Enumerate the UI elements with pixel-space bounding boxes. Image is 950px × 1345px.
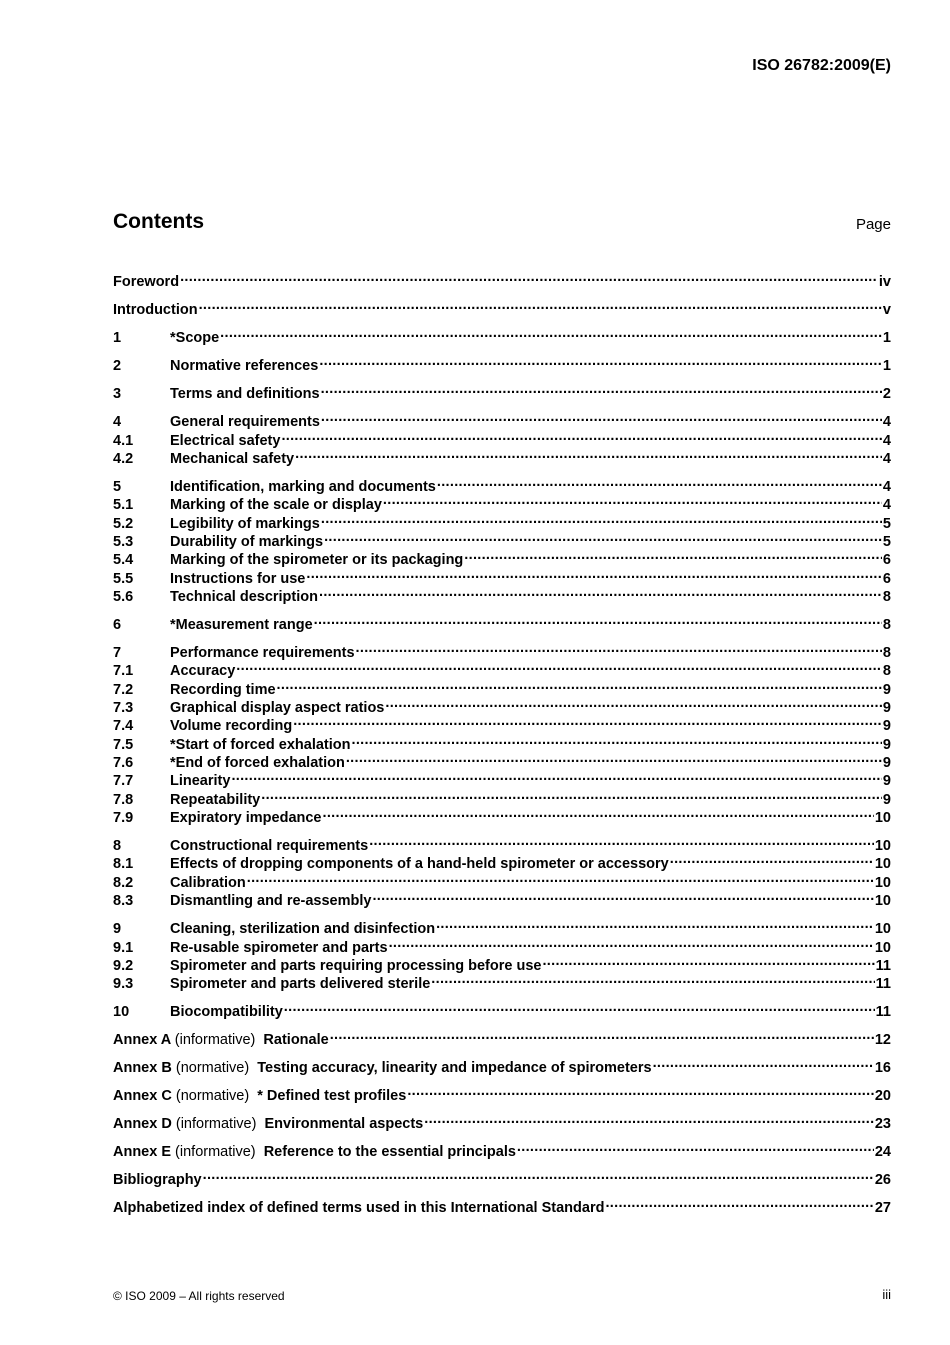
toc-entry[interactable] [113,546,891,568]
toc-entry-title: Calibration [170,875,246,891]
toc-entry-page: iv [878,274,891,290]
toc-entry-page: 10 [874,810,891,826]
toc-entry-page: 24 [874,1144,891,1160]
toc-entry-title: Marking of the scale or display [170,497,382,513]
toc-entry-number: 7.7 [113,773,134,789]
toc-entry[interactable] [113,712,891,734]
toc-entry-title: Re-usable spirometer and parts [170,940,388,956]
page-number: iii [882,1287,891,1302]
toc-entry-number: 5.6 [113,589,134,605]
toc-entry-number: 7.3 [113,700,134,716]
toc-entry-title: Dismantling and re-assembly [170,893,372,909]
dot-leader [431,970,874,988]
dot-leader [464,546,882,564]
dot-leader [321,510,882,528]
toc-entry[interactable] [113,1166,891,1188]
toc-entry[interactable] [113,767,891,789]
toc-entry-page: 9 [882,737,891,753]
dot-leader [321,380,882,398]
copyright-notice: © ISO 2009 – All rights reserved [113,1289,285,1303]
toc-entry-page: 9 [882,682,891,698]
dot-leader [383,491,882,509]
toc-entry-title: *End of forced exhalation [170,755,345,771]
toc-entry-page: 9 [882,773,891,789]
dot-leader [220,324,882,342]
toc-entry[interactable] [113,1110,891,1132]
toc-entry-title: Marking of the spirometer or its packaging [170,552,464,568]
toc-entry-title: Normative references [170,358,319,374]
dot-leader [295,445,882,463]
toc-entry-number: 7 [113,645,122,661]
annex-title: Reference to the essential principals [263,1144,516,1160]
page-column-label: Page [855,216,891,233]
dot-leader [437,473,882,491]
toc-entry[interactable] [113,296,891,318]
dot-leader [351,731,881,749]
dot-leader [542,952,874,970]
toc-entry-number: 7.8 [113,792,134,808]
toc-entry-number: 1 [113,330,122,346]
toc-entry-page: 10 [874,838,891,854]
toc-entry-title: Cleaning, sterilization and disinfection [170,921,436,937]
toc-entry-title [113,1115,423,1133]
toc-entry-title: Spirometer and parts requiring processing before use [170,958,542,974]
toc-entry-title: Technical description [170,589,318,605]
toc-entry-page: 27 [874,1200,891,1216]
toc-entry[interactable] [113,952,891,974]
toc-entry-number: 9.2 [113,958,134,974]
toc-entry[interactable] [113,786,891,808]
toc-entry[interactable] [113,380,891,402]
toc-entry-title: Foreword [113,274,180,290]
annex-label: Annex C [113,1088,172,1104]
contents-heading: Contents [113,210,204,233]
toc-entry-number: 2 [113,358,122,374]
toc-entry-title: Bibliography [113,1172,202,1188]
dot-leader [247,869,874,887]
toc-entry-page: 4 [882,414,891,430]
toc-entry-title: Biocompatibility [170,1004,283,1020]
toc-entry-page: 8 [882,617,891,633]
toc-entry-number: 5 [113,479,122,495]
toc-entry[interactable] [113,268,891,290]
toc-entry-number: 8.2 [113,875,134,891]
toc-entry-number: 5.2 [113,516,134,532]
dot-leader [330,1026,874,1044]
toc-entry-title: Legibility of markings [170,516,320,532]
toc-entry-number: 9.3 [113,976,134,992]
dot-leader [306,565,882,583]
toc-entry-page: 4 [882,433,891,449]
toc-entry-page: 5 [882,516,891,532]
toc-entry-title [113,1031,329,1049]
toc-entry-title: Volume recording [170,718,293,734]
dot-leader [385,694,882,712]
toc-entry-title: Spirometer and parts delivered sterile [170,976,431,992]
toc-entry-title: Mechanical safety [170,451,295,467]
toc-entry[interactable] [113,934,891,956]
toc-entry-page: 20 [874,1088,891,1104]
toc-entry-title: Durability of markings [170,534,324,550]
toc-entry-number: 4.2 [113,451,134,467]
toc-entry-title: Instructions for use [170,571,306,587]
document-id: ISO 26782:2009(E) [752,57,891,74]
toc-entry[interactable] [113,676,891,698]
toc-entry-page: 4 [882,451,891,467]
dot-leader [199,296,882,314]
toc-entry-title [113,1143,516,1161]
toc-entry-page: 10 [874,940,891,956]
toc-entry[interactable] [113,408,891,430]
toc-entry[interactable] [113,611,891,633]
toc-entry-page: 10 [874,921,891,937]
toc-entry[interactable] [113,445,891,467]
toc-entry[interactable] [113,583,891,605]
toc-entry-number: 9 [113,921,122,937]
annex-title: * Defined test profiles [257,1088,407,1104]
toc-entry-number: 5.5 [113,571,134,587]
toc-entry-title: *Measurement range [170,617,313,633]
toc-entry[interactable] [113,804,891,826]
toc-entry-title: Expiratory impedance [170,810,322,826]
toc-entry-title: Constructional requirements [170,838,369,854]
dot-leader [261,786,882,804]
dot-leader [436,915,874,933]
toc-entry-page: 11 [875,976,891,992]
toc-entry-page: 1 [882,330,891,346]
dot-leader [346,749,882,767]
dot-leader [372,887,873,905]
toc-entry[interactable] [113,1026,891,1048]
dot-leader [293,712,882,730]
toc-entry-number: 7.6 [113,755,134,771]
toc-entry-page: 5 [882,534,891,550]
toc-entry-number: 5.3 [113,534,134,550]
dot-leader [319,583,882,601]
toc-entry-number: 8.1 [113,856,134,872]
toc-entry-title: Identification, marking and documents [170,479,436,495]
dot-leader [389,934,874,952]
toc-entry-title: Recording time [170,682,276,698]
toc-entry-page: 16 [874,1060,891,1076]
annex-label: Annex A [113,1032,171,1048]
toc-entry[interactable] [113,1194,891,1216]
toc-entry-page: 10 [874,893,891,909]
toc-entry-title: *Scope [170,330,220,346]
dot-leader [231,767,881,785]
dot-leader [323,804,874,822]
toc-entry-title: Performance requirements [170,645,355,661]
dot-leader [284,998,875,1016]
dot-leader [424,1110,874,1128]
dot-leader [321,408,882,426]
toc-entry-number: 10 [113,1004,130,1020]
dot-leader [277,676,882,694]
toc-entry-number: 9.1 [113,940,134,956]
dot-leader [203,1166,874,1184]
toc-entry[interactable] [113,510,891,532]
toc-entry-number: 6 [113,617,122,633]
toc-entry-page: 11 [875,1004,891,1020]
toc-entry[interactable] [113,657,891,679]
toc-entry[interactable] [113,887,891,909]
toc-entry-title: Graphical display aspect ratios [170,700,385,716]
toc-entry-title: Accuracy [170,663,236,679]
toc-entry[interactable] [113,915,891,937]
toc-entry[interactable] [113,832,891,854]
toc-entry[interactable] [113,491,891,513]
dot-leader [314,611,882,629]
toc-entry-number: 5.4 [113,552,134,568]
annex-title: Environmental aspects [264,1116,424,1132]
toc-entry-title: Effects of dropping components of a hand-held spirometer or accessory [170,856,669,872]
dot-leader [517,1138,874,1156]
annex-label: Annex B [113,1060,172,1076]
toc-entry[interactable] [113,324,891,346]
toc-entry-title [113,1059,652,1077]
toc-entry-number: 5.1 [113,497,134,513]
toc-entry-page: v [882,302,891,318]
toc-entry-page: 8 [882,663,891,679]
toc-entry-page: 11 [875,958,891,974]
toc-entry-title: Introduction [113,302,198,318]
toc-entry-title [113,1087,406,1105]
toc-entry-number: 7.2 [113,682,134,698]
annex-kind: (informative) [174,1032,256,1048]
toc-entry-page: 23 [874,1116,891,1132]
annex-label: Annex D [113,1116,172,1132]
toc-entry-title: Repeatability [170,792,261,808]
toc-entry[interactable] [113,694,891,716]
toc-entry[interactable] [113,1138,891,1160]
annex-kind: (informative) [175,1116,257,1132]
dot-leader [605,1194,873,1212]
annex-kind: (informative) [175,1144,256,1160]
annex-label: Annex E [113,1144,172,1160]
toc-entry-number: 7.4 [113,718,134,734]
dot-leader [281,427,881,445]
toc-entry-page: 9 [882,792,891,808]
toc-entry-page: 8 [882,589,891,605]
dot-leader [236,657,882,675]
toc-entry-number: 3 [113,386,122,402]
toc-entry[interactable] [113,731,891,753]
dot-leader [653,1054,874,1072]
toc-entry-page: 26 [874,1172,891,1188]
toc-entry-number: 8.3 [113,893,134,909]
toc-entry[interactable] [113,639,891,661]
toc-entry-page: 2 [882,386,891,402]
annex-title: Rationale [263,1032,329,1048]
toc-entry-title: Electrical safety [170,433,281,449]
dot-leader [356,639,882,657]
toc-entry-page: 8 [882,645,891,661]
toc-entry-page: 12 [874,1032,891,1048]
dot-leader [369,832,874,850]
toc-entry-title: Alphabetized index of defined terms used in this International Standard [113,1200,605,1216]
toc-entry-page: 1 [882,358,891,374]
toc-entry[interactable] [113,473,891,495]
toc-entry[interactable] [113,528,891,550]
dot-leader [407,1082,874,1100]
toc-entry-number: 8 [113,838,122,854]
toc-entry[interactable] [113,970,891,992]
toc-entry-page: 4 [882,479,891,495]
toc-entry[interactable] [113,427,891,449]
toc-entry[interactable] [113,352,891,374]
toc-entry[interactable] [113,749,891,771]
toc-entry-page: 9 [882,718,891,734]
toc-entry-title: General requirements [170,414,320,430]
toc-entry-number: 7.9 [113,810,134,826]
toc-entry-title: Terms and definitions [170,386,320,402]
toc-entry-number: 7.1 [113,663,134,679]
dot-leader [319,352,882,370]
toc-entry-page: 6 [882,552,891,568]
toc-entry-title: *Start of forced exhalation [170,737,351,753]
toc-entry-page: 9 [882,755,891,771]
dot-leader [670,850,874,868]
toc-entry-title: Linearity [170,773,231,789]
annex-kind: (normative) [175,1088,250,1104]
toc-entry[interactable] [113,1054,891,1076]
toc-entry[interactable] [113,565,891,587]
dot-leader [180,268,878,286]
toc-entry-page: 6 [882,571,891,587]
toc-entry-page: 10 [874,875,891,891]
toc-entry-number: 4 [113,414,122,430]
annex-title: Testing accuracy, linearity and impedance of spirometers [257,1060,652,1076]
toc-entry-page: 10 [874,856,891,872]
toc-entry-number: 7.5 [113,737,134,753]
toc-entry-page: 4 [882,497,891,513]
dot-leader [324,528,882,546]
annex-kind: (normative) [175,1060,250,1076]
toc-entry-page: 9 [882,700,891,716]
toc-entry[interactable] [113,998,891,1020]
toc-entry[interactable] [113,1082,891,1104]
toc-entry-number: 4.1 [113,433,134,449]
toc-entry[interactable] [113,850,891,872]
toc-entry[interactable] [113,869,891,891]
